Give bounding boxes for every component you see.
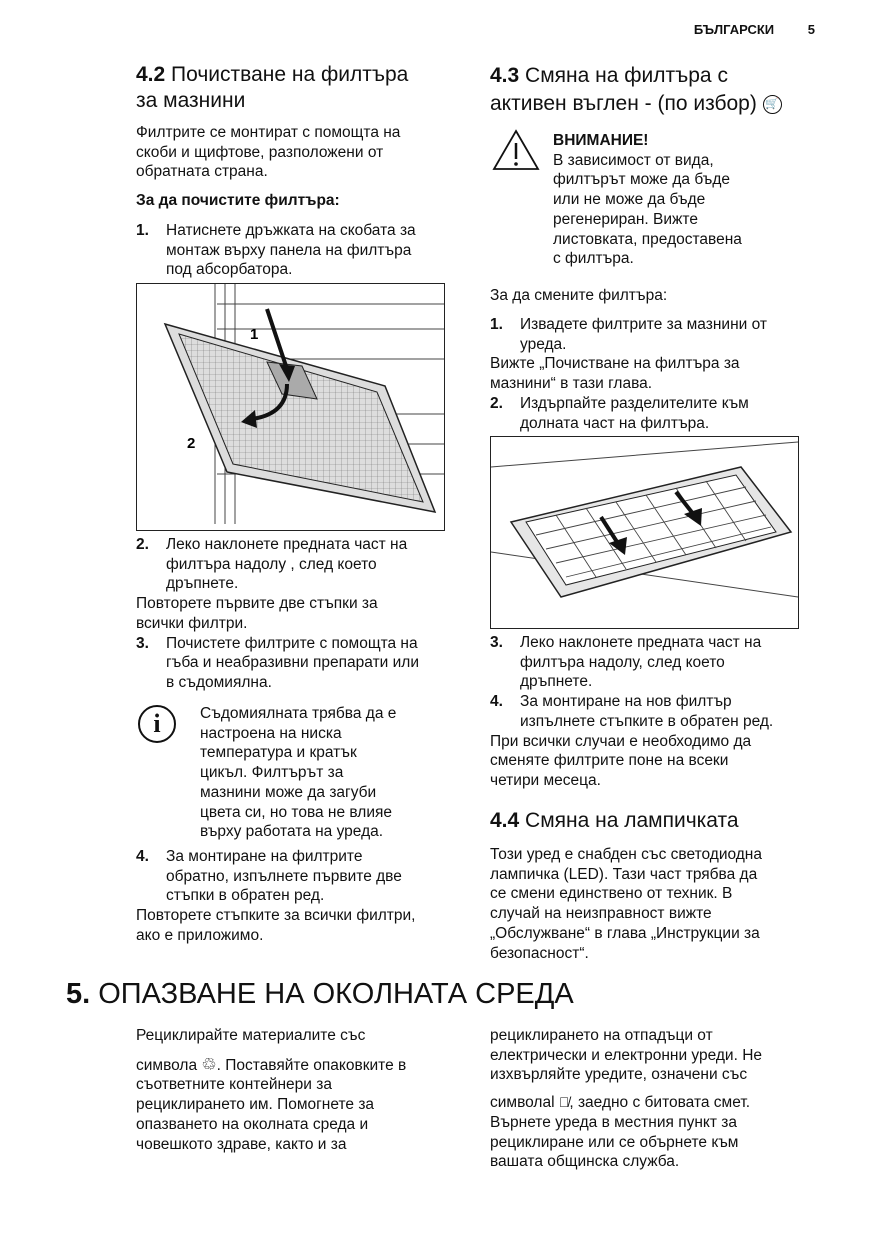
info-icon: i (138, 705, 176, 743)
recycle-icon: ♲ (201, 1054, 217, 1074)
running-header (694, 22, 815, 37)
page-number: 5 (807, 22, 815, 37)
s43-subhead: За да смените филтъра: (490, 287, 668, 304)
s42-subhead: За да почистите филтъра: (136, 192, 340, 209)
s42-step-1: 1. Натиснете дръжката на скобата за монтаж върху панела на филтъра под абсорбатора. (136, 222, 416, 279)
s42-step-4-block: 4. За монтиране на филтрите обратно, изпълнете първите две стъпки в обратен ред. Повторете стъпките за всички филтри, ако е приложимо. (136, 848, 416, 944)
section-4-2-heading: 4.2 Почистване на филтъра за мазнини (136, 63, 409, 112)
section-5-heading: 5. ОПАЗВАНЕ НА ОКОЛНАТА СРЕДА (66, 978, 574, 1010)
carbon-filter-illustration (490, 436, 799, 629)
figure-label-2: 2 (187, 435, 196, 452)
s44-body: Този уред е снабден със светодиодна лампичка (LED). Тази част трябва да се смени единствено от техник. В случай на неизправност вижте „Обслужване“ в глава „Инструкции за безопасност“. (490, 846, 762, 962)
grease-filter-illustration (136, 283, 445, 531)
s42-intro: Филтрите се монтират с помощта на скоби и щифтове, разположени от обратната страна. (136, 124, 401, 181)
s43-steps-3-4: 3. Леко наклонете предната част на филтъра надолу, след което дръпнете. 4. За монтиране на нов филтър изпълнете стъпките в обратен ред. При всички случаи е необходимо да сменяте филтрите поне на всеки четири месеца. (490, 634, 774, 789)
s43-steps-1-2: 1. Извадете филтрите за мазнини от уреда. Вижте „Почистване на филтъра за мазнини“ в тази глава. 2. Издърпайте разделителите към долната част на филтъра. (490, 316, 767, 432)
info-note: Съдомиялната трябва да е настроена на ниска температура и кратък цикъл. Филтърът за мазнини може да загуби цвета си, но това не влияе върху работата на уреда. (200, 705, 397, 841)
crossed-bin-icon: 🗑̸ (558, 1094, 570, 1111)
s5-left-text: Рециклирайте материалите със символа ♲. Поставяйте опаковките в съответните контейнери за рециклирането им. Помогнете за опазването на околната среда и човешкото здраве, както и за (136, 1027, 407, 1153)
s42-step-2-block: 2. Леко наклонете предната част на филтъра надолу , след което дръпнете. Повторете първите две стъпки за всички филтри. 3. Почистете филтрите с помощта на гъба и неабразивни препарати или в съдомиялна. (136, 536, 419, 691)
s5-right-text: рециклирането на отпадъци от електрически и електронни уреди. Не изхвърляйте уредите, означени със символаl 🗑̸, заедно с битовата смет. Върнете уреда в местния пункт за рециклиране или се обърнете към вашата общинска служба. (490, 1027, 763, 1171)
header-language: БЪЛГАРСКИ (693, 22, 775, 37)
warning-note: ВНИМАНИЕ! В зависимост от вида, филтърът може да бъде или не може да бъде регенериран. Вижте листовката, предоставена с филтъра. (553, 132, 742, 268)
figure-label-1: 1 (250, 326, 259, 343)
section-4-3-heading: 4.3 Смяна на филтъра с активен въглен - (по избор) 🛒 (490, 62, 782, 118)
warning-icon (492, 128, 540, 172)
optional-accessory-icon: 🛒 (763, 95, 782, 114)
section-4-4-heading: 4.4 Смяна на лампичката (490, 809, 739, 832)
